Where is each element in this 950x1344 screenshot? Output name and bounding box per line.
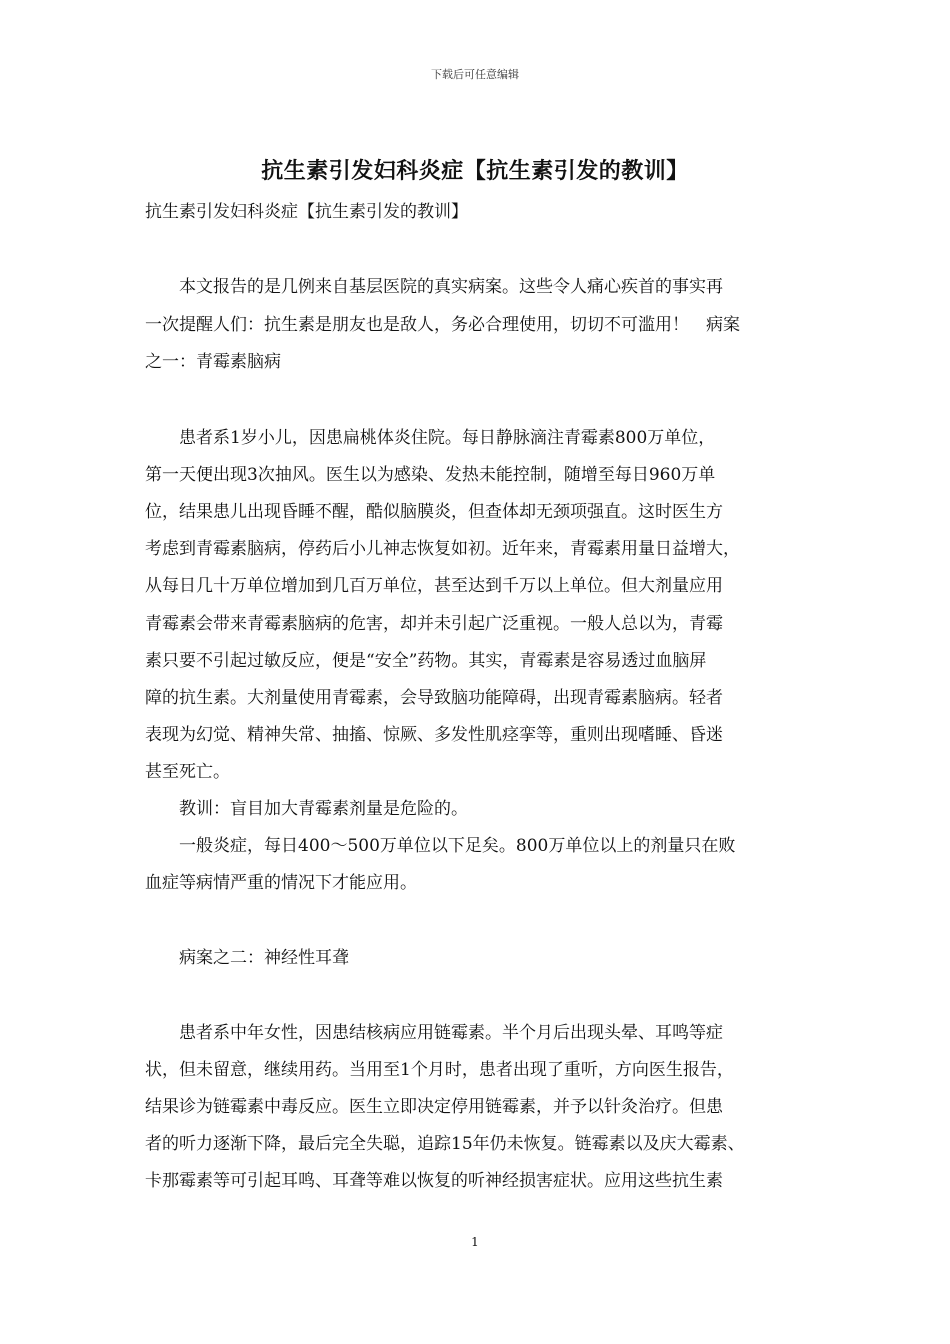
paragraph-line: 患者系中年女性，因患结核病应用链霉素。半个月后出现头晕、耳鸣等症 bbox=[145, 1023, 723, 1043]
paragraph-line: 表现为幻觉、精神失常、抽搐、惊厥、多发性肌痉挛等，重则出现嗜睡、昏迷 bbox=[145, 725, 723, 745]
paragraph-line: 教训：盲目加大青霉素剂量是危险的。 bbox=[145, 799, 468, 819]
page-number: 1 bbox=[471, 1235, 479, 1249]
paragraph-line: 状，但未留意，继续用药。当用至1个月时，患者出现了重听，方向医生报告， bbox=[145, 1060, 734, 1080]
page-header: 下载后可任意编辑 bbox=[431, 68, 519, 81]
paragraph-line: 卡那霉素等可引起耳鸣、耳聋等难以恢复的听神经损害症状。应用这些抗生素 bbox=[145, 1171, 723, 1191]
paragraph-line: 一般炎症，每日400～500万单位以下足矣。800万单位以上的剂量只在败 bbox=[145, 836, 736, 856]
paragraph-line: 之一：青霉素脑病 bbox=[145, 352, 281, 372]
paragraph-line: 本文报告的是几例来自基层医院的真实病案。这些令人痛心疾首的事实再 bbox=[145, 277, 723, 297]
paragraph-line: 位，结果患儿出现昏睡不醒，酷似脑膜炎，但查体却无颈项强直。这时医生方 bbox=[145, 502, 723, 522]
paragraph-line: 患者系1岁小儿，因患扁桃体炎住院。每日静脉滴注青霉素800万单位， bbox=[145, 428, 716, 448]
paragraph-line: 障的抗生素。大剂量使用青霉素，会导致脑功能障碍，出现青霉素脑病。轻者 bbox=[145, 688, 723, 708]
paragraph-line: 青霉素会带来青霉素脑病的危害，却并未引起广泛重视。一般人总以为，青霉 bbox=[145, 614, 723, 634]
document-title: 抗生素引发妇科炎症【抗生素引发的教训】 bbox=[261, 158, 689, 184]
paragraph-line: 一次提醒人们：抗生素是朋友也是敌人，务必合理使用，切切不可滥用！ 病案 bbox=[145, 315, 740, 335]
subtitle-line: 抗生素引发妇科炎症【抗生素引发的教训】 bbox=[145, 202, 468, 222]
paragraph-line: 者的听力逐渐下降，最后完全失聪，追踪15年仍未恢复。链霉素以及庆大霉素、 bbox=[145, 1134, 745, 1154]
paragraph-line: 结果诊为链霉素中毒反应。医生立即决定停用链霉素，并予以针灸治疗。但患 bbox=[145, 1097, 723, 1117]
paragraph-line: 甚至死亡。 bbox=[145, 762, 230, 782]
paragraph-line: 素只要不引起过敏反应，便是“安全”药物。其实，青霉素是容易透过血脑屏 bbox=[145, 651, 707, 671]
paragraph-line: 血症等病情严重的情况下才能应用。 bbox=[145, 873, 417, 893]
paragraph-line: 从每日几十万单位增加到几百万单位，甚至达到千万以上单位。但大剂量应用 bbox=[145, 576, 723, 596]
paragraph-line: 考虑到青霉素脑病，停药后小儿神志恢复如初。近年来，青霉素用量日益增大， bbox=[145, 539, 740, 559]
section-heading: 病案之二：神经性耳聋 bbox=[145, 948, 349, 968]
paragraph-line: 第一天便出现3次抽风。医生以为感染、发热未能控制，随增至每日960万单 bbox=[145, 465, 716, 485]
